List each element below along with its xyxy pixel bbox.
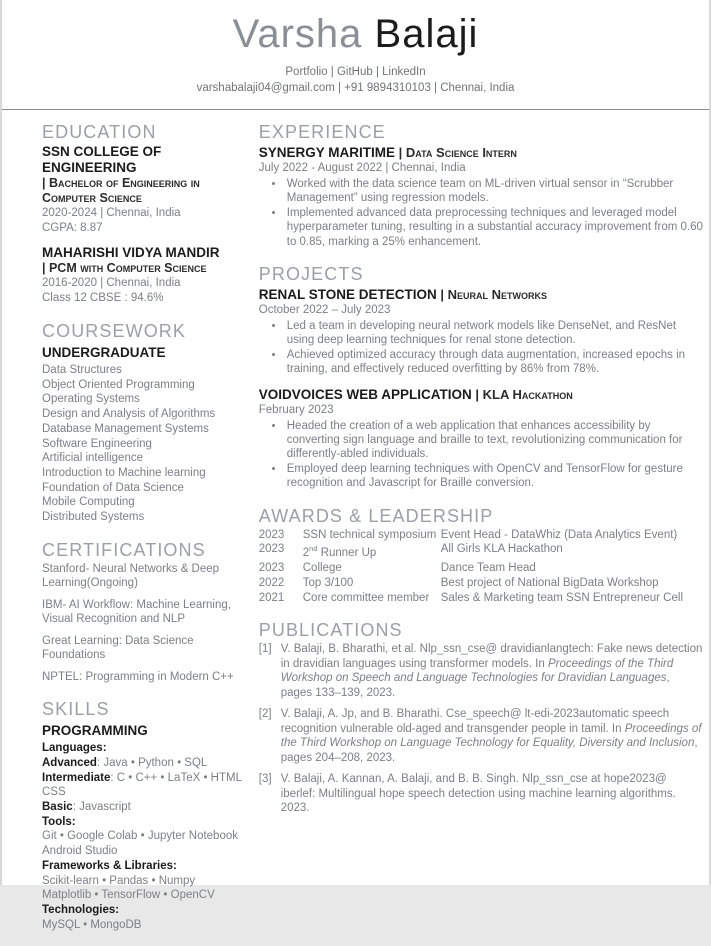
- experience-entry: [259, 144, 703, 249]
- education-score: CGPA: 8.87: [42, 222, 103, 234]
- section-title-publications: PUBLICATIONS: [258, 620, 403, 641]
- publications-list: [259, 642, 703, 816]
- profile-links[interactable]: Portfolio | GitHub | LinkedIn: [285, 66, 426, 78]
- experience-title: [259, 144, 703, 161]
- skill-line: [42, 859, 243, 874]
- candidate-name: [2, 10, 709, 58]
- experience-role: | Data Science Intern: [395, 145, 517, 160]
- awards-table: [259, 528, 703, 606]
- project-bullet: • Headed the creation of a web application that enhances accessibility by converting sign language and braille to text, revolutionizing communication for differently-abled individuals.: [285, 419, 703, 462]
- coursework-subhead: UNDERGRADUATE: [42, 345, 166, 360]
- skills-list: [42, 741, 243, 932]
- award-year: 2021: [258, 591, 285, 604]
- project-bullet: • Achieved optimized accuracy through data augmentation, increased epochs in training, and effectively reduced overfitting by 86% from 78%.: [285, 348, 703, 377]
- skill-line: [42, 903, 243, 918]
- award-title: 2nd Runner Up: [302, 544, 377, 560]
- award-title: College: [302, 562, 342, 575]
- coursework-item: Artificial intelligence: [42, 452, 143, 465]
- skill-label: Basic: [42, 801, 73, 814]
- project-entry: [259, 386, 703, 491]
- institution-name: SSN COLLEGE OF ENGINEERING: [42, 144, 162, 175]
- publication-text: V. Balaji, A. Kannan, A. Balaji, and B. B. Singh. Nlp_ssn_cse at hope2023@ iberlef: Multilingual hope speech detection using machine learning algorithms. 2023.: [280, 773, 676, 815]
- contact-line: varshabalaji04@gmail.com | +91 9894310103 | Chennai, India: [196, 82, 515, 94]
- project-title: [259, 386, 703, 403]
- section-title-skills: SKILLS: [42, 699, 110, 720]
- skill-values: : Java • Python • SQL: [96, 756, 208, 769]
- award-title: SSN technical symposium: [302, 528, 437, 541]
- coursework-item: Introduction to Machine learning: [42, 466, 206, 479]
- projects-list: [259, 286, 703, 491]
- coursework-item: Mobile Computing: [42, 496, 135, 509]
- award-detail: All Girls KLA Hackathon: [440, 543, 563, 556]
- award-year: 2022: [258, 576, 285, 589]
- project-date: February 2023: [258, 403, 334, 416]
- resume-body: [2, 110, 709, 946]
- right-column: [251, 121, 709, 946]
- skill-values: Scikit-learn • Pandas • Numpy: [42, 874, 196, 887]
- publication-number: [1]: [258, 643, 272, 656]
- project-bullets: [285, 419, 703, 491]
- education-score: Class 12 CBSE : 94.6%: [42, 292, 164, 304]
- project-bullets: [285, 319, 703, 377]
- section-skills: [42, 698, 243, 932]
- award-detail: Sales & Marketing team SSN Entrepreneur Cell: [440, 591, 683, 604]
- skill-label: Frameworks & Libraries:: [42, 859, 177, 872]
- education-list: [42, 144, 243, 306]
- skill-label: Advanced: [42, 756, 97, 769]
- award-year: 2023: [258, 528, 285, 541]
- section-awards: [259, 505, 703, 606]
- left-column: [2, 121, 251, 946]
- skill-line: [42, 756, 243, 771]
- publication-text: V. Balaji, A. Jp, and B. Bharathi. Cse_speech@ lt-edi-2023automatic speech recognition vulnerable old-aged and transgender people in tamil. In Proceedings of the Third Workshop on Language Technology for Equality, Diversity and Inclusion, pages 204–208, 2023.: [280, 708, 702, 764]
- coursework-item: Operating Systems: [42, 393, 140, 406]
- publication-item: [259, 772, 703, 816]
- section-title-experience: EXPERIENCE: [258, 122, 386, 142]
- project-role: | Neural Networks: [436, 286, 548, 302]
- award-row: [259, 528, 703, 543]
- first-name: Varsha: [232, 12, 363, 56]
- experience-bullets: [285, 177, 703, 249]
- skill-values: : C • C++ • LaTeX • HTML: [110, 771, 242, 784]
- skill-values: Android Studio: [42, 845, 118, 858]
- education-entry: [42, 245, 243, 306]
- coursework-item: Software Engineering: [42, 437, 152, 450]
- skill-line: [42, 918, 243, 933]
- skill-label: Technologies:: [42, 903, 120, 916]
- publication-venue: Proceedings of the Third Workshop on Language Technology for Equality, Diversity and Inclusion: [280, 722, 702, 750]
- section-title-awards: AWARDS & LEADERSHIP: [258, 505, 494, 526]
- skill-line: [42, 785, 243, 800]
- skill-label: Tools:: [42, 815, 76, 828]
- award-year: 2023: [258, 562, 285, 575]
- project-org: VOIDVOICES WEB APPLICATION: [258, 386, 472, 402]
- award-row: [259, 576, 703, 591]
- award-row: [259, 591, 703, 606]
- project-org: RENAL STONE DETECTION: [258, 286, 437, 302]
- publication-number: [3]: [258, 773, 272, 786]
- project-role: | KLA Hackathon: [471, 386, 573, 402]
- skill-label: Languages:: [42, 742, 107, 755]
- skills-subhead: PROGRAMMING: [42, 723, 148, 739]
- skill-line: [42, 874, 243, 889]
- publication-item: [259, 707, 703, 765]
- skill-values: : Javascript: [72, 801, 131, 814]
- publication-number: [2]: [258, 708, 272, 721]
- skill-label: Intermediate: [42, 771, 111, 784]
- project-title: [259, 286, 703, 303]
- award-title: Core committee member: [302, 591, 430, 604]
- award-year: 2023: [258, 543, 285, 556]
- degree-name: | Bachelor of Engineering in Computer Science: [42, 176, 200, 205]
- project-bullet: • Employed deep learning techniques with OpenCV and TensorFlow for gesture recognition and Javascript for Braille conversion.: [285, 462, 703, 491]
- degree-name: | PCM with Computer Science: [42, 261, 207, 275]
- coursework-item: Data Structures: [42, 364, 122, 376]
- award-row: [259, 561, 703, 576]
- skill-values: Git • Google Colab • Jupyter Notebook: [42, 830, 238, 843]
- experience-date: July 2022 - August 2022 | Chennai, India: [258, 162, 466, 174]
- experience-org: SYNERGY MARITIME: [258, 145, 396, 160]
- section-title-projects: PROJECTS: [258, 263, 364, 284]
- award-detail: Dance Team Head: [440, 562, 536, 575]
- certification-item: IBM- AI Workflow: Machine Learning, Visual Recognition and NLP: [42, 598, 231, 626]
- skill-values: Matplotlib • TensorFlow • OpenCV: [42, 889, 215, 902]
- experience-bullet: • Worked with the data science team on ML-driven virtual sensor in “Scrubber Management” using regression models.: [285, 177, 703, 206]
- skill-line: [42, 800, 243, 815]
- publication-text: V. Balaji, B. Bharathi, et al. Nlp_ssn_cse@ dravidianlangtech: Fake news detection in dravidian languages using transformer models. In Proceedings of the Third Workshop on Speech and Language Technologies for Dravidian Languages, pages 133–139, 2023.: [280, 643, 703, 699]
- project-bullet: • Led a team in developing neural network models like DenseNet, and ResNet using deep learning techniques for renal stone detection.: [285, 319, 703, 348]
- certification-item: Great Learning: Data Science Foundations: [42, 634, 194, 662]
- coursework-item: Object Oriented Programming: [42, 378, 195, 391]
- skill-line: [42, 888, 243, 903]
- experience-bullet: • Implemented advanced data preprocessing techniques and leveraged model hyperparameter tuning, resulting in a substantial accuracy improvement from 0.60 to 0.85, marking a 25% enhancement.: [285, 206, 703, 249]
- section-coursework: [42, 320, 243, 525]
- skill-line: [42, 771, 243, 786]
- experience-list: [259, 144, 703, 249]
- certification-item: NPTEL: Programming in Modern C++: [42, 670, 234, 683]
- certifications-list: [42, 562, 243, 685]
- skill-values: CSS: [42, 786, 66, 799]
- section-title-coursework: COURSEWORK: [42, 321, 187, 341]
- skill-line: [42, 741, 243, 756]
- project-date: October 2022 – July 2023: [258, 303, 391, 316]
- award-row: [259, 542, 703, 561]
- coursework-item: Foundation of Data Science: [42, 481, 184, 494]
- institution-name: MAHARISHI VIDYA MANDIR: [42, 245, 220, 260]
- skill-line: [42, 815, 243, 830]
- award-detail: Best project of National BigData Workshop: [440, 576, 659, 589]
- section-projects: [259, 263, 703, 491]
- coursework-list: [42, 363, 243, 525]
- coursework-item: Distributed Systems: [42, 511, 145, 524]
- award-title: Top 3/100: [302, 576, 354, 589]
- skill-values: MySQL • MongoDB: [42, 918, 142, 931]
- award-detail: Event Head - DataWhiz (Data Analytics Event): [440, 528, 678, 541]
- section-title-certifications: CERTIFICATIONS: [42, 539, 206, 560]
- coursework-item: Design and Analysis of Algorithms: [42, 408, 216, 421]
- certification-item: Stanford- Neural Networks & Deep Learning(Ongoing): [42, 562, 220, 590]
- publication-venue: Proceedings of the Third Workshop on Speech and Language Technologies for Dravidian Languages: [280, 657, 674, 685]
- education-dates: 2020-2024 | Chennai, India: [42, 207, 181, 219]
- skill-line: [42, 844, 243, 859]
- last-name: Balaji: [374, 12, 479, 56]
- section-education: [42, 121, 243, 306]
- section-experience: [259, 121, 703, 249]
- section-publications: [259, 619, 703, 816]
- project-entry: [259, 286, 703, 377]
- section-title-education: EDUCATION: [42, 122, 157, 142]
- ordinal-suffix: nd: [309, 544, 318, 554]
- education-dates: 2016-2020 | Chennai, India: [42, 277, 181, 289]
- education-entry: [42, 144, 243, 236]
- publication-item: [259, 642, 703, 700]
- section-certifications: [42, 539, 243, 685]
- skill-line: [42, 829, 243, 844]
- coursework-item: Database Management Systems: [42, 422, 209, 435]
- resume-header: [2, 0, 709, 102]
